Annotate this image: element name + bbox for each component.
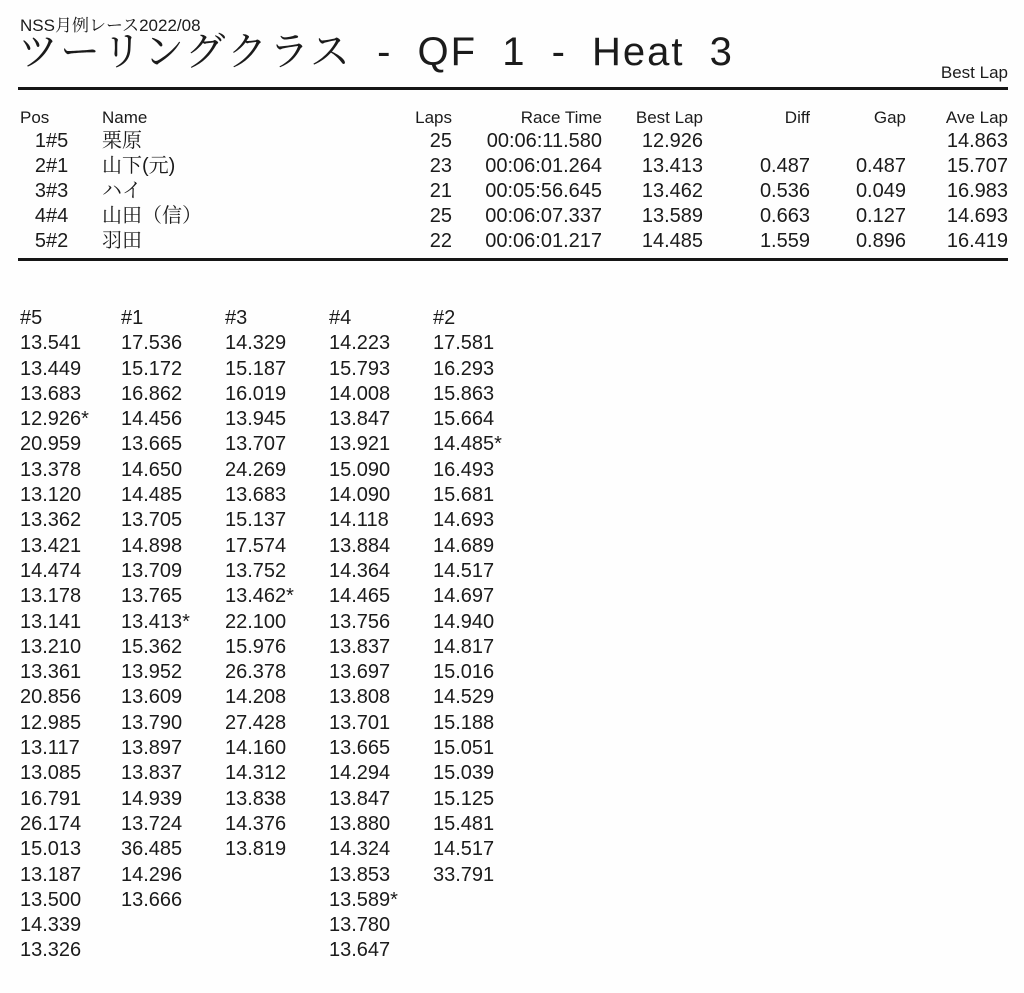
- laps-cell: 25: [429, 205, 452, 227]
- lap-time-value: 14.160: [225, 737, 287, 760]
- race-time-cell: 00:06:01.217: [485, 230, 602, 252]
- lap-time-value: 13.724: [121, 812, 183, 835]
- lap-time-value: 12.926*: [20, 408, 89, 431]
- pos-cell: 3: [34, 180, 46, 202]
- diff-cell: 1.559: [759, 230, 810, 252]
- laps-cell: 21: [429, 180, 452, 202]
- diff-cell: [703, 129, 810, 154]
- lap-time-value: 13.589*: [329, 888, 398, 911]
- lap-time-value: 15.188: [433, 711, 495, 734]
- pos-column-header: Pos: [20, 108, 50, 127]
- name-cell: 山下(元): [102, 155, 176, 177]
- title-divider: [18, 87, 1008, 90]
- results-body: [20, 129, 1008, 254]
- gap-cell: 0.896: [855, 230, 906, 252]
- lap-time-value: 15.793: [329, 357, 391, 380]
- lap-time-value: 13.705: [121, 509, 183, 532]
- gap-cell: [810, 129, 906, 154]
- lap-time-value: 15.013: [20, 838, 82, 861]
- lap-column: [329, 306, 433, 964]
- lap-time-value: 14.376: [225, 812, 287, 835]
- lap-time-value: 16.019: [225, 382, 287, 405]
- gap-cell: 0.049: [855, 180, 906, 202]
- lap-times-grid: [20, 306, 537, 964]
- lap-time-value: 13.709: [121, 559, 183, 582]
- lap-time-value: 14.650: [121, 458, 183, 481]
- gap-cell: 0.127: [855, 205, 906, 227]
- lap-time-value: 13.361: [20, 661, 82, 684]
- diff-column-header: Diff: [784, 108, 810, 127]
- lap-time-value: 13.421: [20, 534, 82, 557]
- lap-time-value: 13.413*: [121, 610, 190, 633]
- results-row: [20, 204, 1008, 229]
- results-row: [20, 129, 1008, 154]
- lap-time-value: 13.141: [20, 610, 82, 633]
- lap-time-value: 13.647: [329, 939, 391, 962]
- laps-cell: 25: [429, 130, 452, 152]
- lap-column: [121, 306, 225, 964]
- lap-time-value: 13.838: [225, 787, 287, 810]
- lap-time-value: 14.693: [433, 509, 495, 532]
- best-lap-cell: 13.413: [641, 155, 703, 177]
- lap-time-value: 14.223: [329, 332, 391, 355]
- lap-time-value: 20.856: [20, 686, 82, 709]
- lap-time-value: 13.945: [225, 408, 287, 431]
- race-time-cell: 00:06:07.337: [485, 205, 602, 227]
- ave-lap-cell: 15.707: [946, 155, 1008, 177]
- car-number-header: #4: [329, 307, 352, 329]
- gap-cell: 0.487: [855, 155, 906, 177]
- lap-time-value: 24.269: [225, 458, 287, 481]
- lap-time-value: 13.884: [329, 534, 391, 557]
- ave-lap-cell: 14.863: [946, 130, 1008, 152]
- lap-time-value: 13.952: [121, 661, 183, 684]
- lap-time-value: 14.364: [329, 559, 391, 582]
- diff-cell: 0.536: [759, 180, 810, 202]
- lap-column: [225, 306, 329, 964]
- lap-time-value: 14.898: [121, 534, 183, 557]
- lap-time-value: 13.765: [121, 585, 183, 608]
- diff-cell: 0.487: [759, 155, 810, 177]
- name-cell: 山田（信）: [102, 205, 202, 227]
- race-time-column-header: Race Time: [520, 108, 602, 127]
- lap-time-value: 16.493: [433, 458, 495, 481]
- lap-time-value: 13.707: [225, 433, 287, 456]
- results-row: [20, 154, 1008, 179]
- lap-time-value: 13.541: [20, 332, 82, 355]
- lap-time-value: 26.378: [225, 661, 287, 684]
- lap-time-value: 13.780: [329, 914, 391, 937]
- car-cell: #1: [46, 155, 69, 177]
- car-number-header: #3: [225, 307, 248, 329]
- car-cell: #3: [46, 180, 69, 202]
- lap-time-value: 13.326: [20, 939, 82, 962]
- lap-time-value: 17.574: [225, 534, 287, 557]
- lap-time-value: 13.921: [329, 433, 391, 456]
- gap-column-header: Gap: [873, 108, 906, 127]
- lap-time-value: 14.118: [329, 509, 389, 532]
- lap-time-value: 17.581: [433, 332, 495, 355]
- lap-time-value: 15.039: [433, 762, 495, 785]
- lap-time-value: 15.664: [433, 408, 495, 431]
- lap-time-value: 13.847: [329, 408, 391, 431]
- lap-time-value: 13.697: [329, 661, 391, 684]
- results-header-row: [20, 106, 1008, 129]
- lap-time-value: 13.701: [329, 711, 391, 734]
- ave-lap-column-header: Ave Lap: [945, 108, 1008, 127]
- lap-time-value: 33.791: [433, 863, 495, 886]
- laps-column-header: Laps: [415, 108, 452, 127]
- lap-time-value: 15.016: [433, 661, 495, 684]
- lap-time-value: 14.517: [433, 838, 495, 861]
- lap-time-value: 14.940: [433, 610, 495, 633]
- diff-cell: 0.663: [759, 205, 810, 227]
- lap-time-value: 15.976: [225, 635, 287, 658]
- lap-time-value: 14.465: [329, 585, 391, 608]
- lap-time-value: 13.880: [329, 812, 391, 835]
- lap-time-value: 15.172: [121, 357, 183, 380]
- lap-time-value: 14.208: [225, 686, 287, 709]
- lap-time-value: 13.665: [329, 737, 391, 760]
- lap-time-value: 16.862: [121, 382, 183, 405]
- name-column-header: Name: [102, 108, 148, 127]
- name-cell: 羽田: [102, 230, 142, 252]
- lap-time-value: 13.187: [20, 863, 82, 886]
- lap-time-value: 14.329: [225, 332, 287, 355]
- lap-time-value: 20.959: [20, 433, 82, 456]
- car-cell: #5: [46, 130, 69, 152]
- pos-cell: 5: [34, 230, 46, 252]
- name-cell: ハイ: [102, 180, 142, 202]
- lap-time-value: 13.756: [329, 610, 391, 633]
- lap-time-value: 14.939: [121, 787, 183, 810]
- lap-time-value: 13.847: [329, 787, 391, 810]
- lap-time-value: 15.681: [433, 484, 495, 507]
- lap-time-value: 13.449: [20, 357, 82, 380]
- lap-time-value: 14.296: [121, 863, 183, 886]
- car-number-header: #1: [121, 307, 144, 329]
- lap-time-value: 13.362: [20, 509, 82, 532]
- lap-time-value: 22.100: [225, 610, 287, 633]
- lap-time-value: 13.210: [20, 635, 82, 658]
- lap-time-value: 13.462*: [225, 585, 294, 608]
- lap-time-value: 13.500: [20, 888, 82, 911]
- race-time-cell: 00:06:11.580: [486, 130, 602, 152]
- lap-time-value: 13.666: [121, 888, 183, 911]
- results-table: [20, 106, 1008, 254]
- lap-time-value: 27.428: [225, 711, 287, 734]
- car-cell: #2: [46, 230, 69, 252]
- lap-time-value: 15.362: [121, 635, 183, 658]
- lap-time-value: 13.378: [20, 458, 82, 481]
- lap-time-value: 14.090: [329, 484, 391, 507]
- event-name: NSS月例レース2022/08: [20, 16, 201, 35]
- ave-lap-cell: 16.983: [946, 180, 1008, 202]
- lap-time-value: 13.808: [329, 686, 391, 709]
- lap-time-value: 16.293: [433, 357, 495, 380]
- lap-time-value: 13.837: [121, 762, 183, 785]
- lap-time-value: 14.485*: [433, 433, 502, 456]
- lap-time-value: 14.456: [121, 408, 183, 431]
- lap-column: [20, 306, 121, 964]
- lap-time-value: 14.474: [20, 559, 82, 582]
- lap-time-value: 14.697: [433, 585, 495, 608]
- race-time-cell: 00:06:01.264: [485, 155, 602, 177]
- lap-time-value: 15.863: [433, 382, 495, 405]
- lap-time-value: 14.485: [121, 484, 183, 507]
- lap-time-value: 13.683: [225, 484, 287, 507]
- lap-time-value: 15.137: [225, 509, 287, 532]
- ave-lap-cell: 14.693: [946, 205, 1008, 227]
- laps-cell: 22: [429, 230, 452, 252]
- lap-time-value: 13.178: [20, 585, 82, 608]
- best-lap-cell: 13.462: [641, 180, 703, 202]
- lap-time-value: 13.085: [20, 762, 82, 785]
- lap-time-value: 14.339: [20, 914, 82, 937]
- car-column-header: [46, 106, 102, 129]
- best-lap-corner-label: Best Lap: [940, 63, 1008, 82]
- lap-time-value: 26.174: [20, 812, 82, 835]
- pos-cell: 2: [34, 155, 46, 177]
- lap-time-value: 14.817: [433, 635, 495, 658]
- lap-time-value: 13.897: [121, 737, 183, 760]
- lap-time-value: 13.120: [20, 484, 82, 507]
- results-divider: [18, 258, 1008, 261]
- lap-time-value: 14.529: [433, 686, 495, 709]
- lap-time-value: 15.125: [433, 787, 495, 810]
- page-title: ツーリングクラス - QF 1 - Heat 3: [18, 30, 734, 74]
- lap-time-value: 13.752: [225, 559, 287, 582]
- lap-time-value: 13.837: [329, 635, 391, 658]
- lap-time-value: 13.819: [225, 838, 287, 861]
- lap-time-value: 15.090: [329, 458, 391, 481]
- race-time-cell: 00:05:56.645: [485, 180, 602, 202]
- car-number-header: #5: [20, 307, 43, 329]
- results-row: [20, 229, 1008, 254]
- car-number-header: #2: [433, 307, 456, 329]
- car-cell: #4: [46, 205, 69, 227]
- best-lap-cell: 13.589: [641, 205, 703, 227]
- lap-time-value: 15.051: [433, 737, 495, 760]
- results-row: [20, 179, 1008, 204]
- lap-time-value: 13.853: [329, 863, 391, 886]
- lap-time-value: 12.985: [20, 711, 82, 734]
- lap-time-value: 15.481: [433, 812, 495, 835]
- lap-column: [433, 306, 537, 964]
- lap-time-value: 13.665: [121, 433, 183, 456]
- lap-time-value: 17.536: [121, 332, 183, 355]
- ave-lap-cell: 16.419: [946, 230, 1008, 252]
- best-lap-cell: 14.485: [641, 230, 703, 252]
- pos-cell: 4: [34, 205, 46, 227]
- lap-time-value: 14.689: [433, 534, 495, 557]
- lap-time-value: 14.008: [329, 382, 391, 405]
- lap-time-value: 16.791: [20, 787, 82, 810]
- lap-time-value: 36.485: [121, 838, 183, 861]
- best-lap-cell: 12.926: [641, 130, 703, 152]
- lap-time-value: 13.683: [20, 382, 82, 405]
- name-cell: 栗原: [102, 130, 142, 152]
- lap-time-value: 14.324: [329, 838, 391, 861]
- best-lap-column-header: Best Lap: [635, 108, 703, 127]
- lap-time-value: 14.517: [433, 559, 495, 582]
- lap-time-value: 13.790: [121, 711, 183, 734]
- pos-cell: 1: [34, 130, 46, 152]
- lap-time-value: 14.312: [225, 762, 287, 785]
- lap-time-value: 15.187: [225, 357, 287, 380]
- lap-time-value: 14.294: [329, 762, 391, 785]
- lap-time-value: 13.117: [20, 737, 80, 760]
- lap-time-value: 13.609: [121, 686, 183, 709]
- laps-cell: 23: [429, 155, 452, 177]
